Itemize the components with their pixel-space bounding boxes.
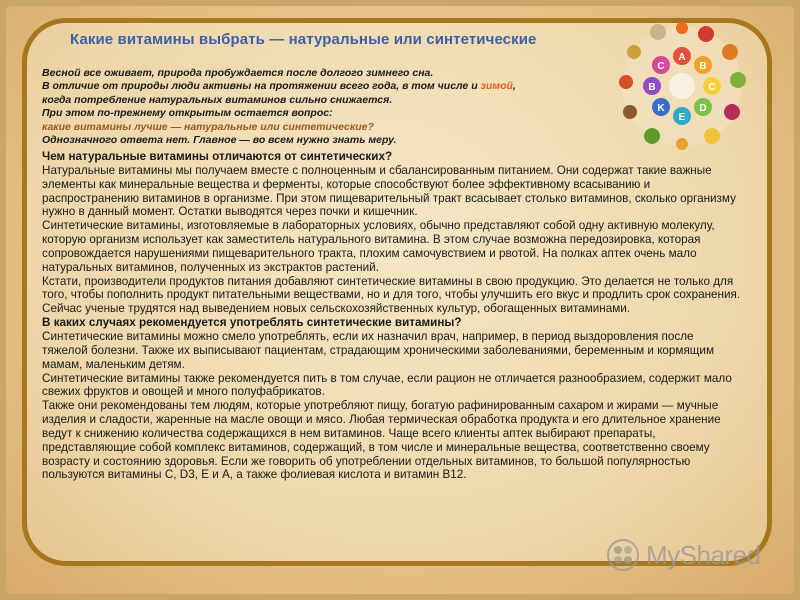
- fruit-icon: [623, 105, 637, 119]
- paragraph: Синтетические витамины можно смело употреблять, если их назначил врач, например, в период выздоровления после тяжелой болезни. Также их выписывают пациентам, страдающим хроническими заболеваниями, беременным и кормящим мамам, маленьким детям.: [42, 329, 714, 371]
- vitamin-letter: E: [678, 112, 686, 123]
- fruit-icon: [704, 128, 720, 144]
- intro-line: Весной все оживает, природа пробуждается после долгого зимнего сна.: [42, 67, 434, 79]
- paragraph: Натуральные витамины мы получаем вместе с полноценным и сбалансированным питанием. Они содержат такие важные элементы как минеральные вещества и ферменты, которые способствуют более эффективному всасыванию и распространению витаминов в организме. При этом пищеварительный тракт всасывает столько витаминов, сколько организму нужно в данный момент. Остатки выводятся через почки и кишечник.: [42, 163, 736, 219]
- intro-line: Однозначного ответа нет. Главное — во всем нужно знать меру.: [42, 134, 397, 147]
- article-body: [42, 150, 742, 482]
- intro-line: При этом по-прежнему открытым остается вопрос:: [42, 107, 333, 120]
- vitamin-letter: B: [648, 82, 656, 93]
- vitamin-letter: C: [708, 82, 716, 93]
- intro-question: какие витамины лучше — натуральные или синтетические?: [42, 120, 374, 133]
- fruit-icon: [722, 44, 738, 60]
- fruit-icon: [619, 75, 633, 89]
- intro-line: когда потребление натуральных витаминов сильно снижается.: [42, 93, 393, 106]
- vitamin-wheel-image: [618, 22, 746, 150]
- fruit-icon: [627, 45, 641, 59]
- watermark-text: MyShared: [646, 539, 761, 570]
- vitamin-letter: B: [699, 61, 707, 72]
- paragraph: Синтетические витамины, изготовляемые в лабораторных условиях, обычно представляют собой одну активную молекулу, которую организм использует как заместитель натурального витамина. В этом случае возможна передозировка, которая сопровождается нарушениями пищеварительного тракта, плохим самочувствием и рвотой. На полках аптек очень мало натуральных витаминов, полученных из экстрактов растений.: [42, 219, 715, 274]
- vitamin-letter: A: [678, 52, 686, 63]
- slide-title: Какие витамины выбрать — натуральные или синтетические: [70, 31, 537, 48]
- vitamin-letter: D: [699, 103, 707, 114]
- vitamin-letter: C: [657, 61, 665, 72]
- intro-line: В отличие от природы люди активны на протяжении всего года, в том числе и зимой,: [42, 80, 516, 93]
- fruit-icon: [698, 26, 714, 42]
- fruit-icon: [650, 24, 666, 40]
- intro-block: [42, 67, 612, 147]
- fruit-icon: [676, 22, 688, 34]
- watermark-logo-icon: [606, 538, 640, 572]
- paragraph: Кстати, производители продуктов питания добавляют синтетические витамины в свою продукцию. Это делается не только для того, чтобы пополнить продукт питательными веществами, но и для того, чтобы улучшить его вкус и продлить срок сохранения. Сейчас ученые трудятся над выведением новых сельскохозяйственных культур, обогащенных витаминами.: [42, 274, 741, 316]
- fruit-icon: [730, 72, 746, 88]
- fruit-icon: [644, 128, 660, 144]
- highlight-word: зимой: [480, 80, 513, 93]
- fruit-icon: [724, 104, 740, 120]
- section-heading: В каких случаях рекомендуется употреблять синтетические витамины?: [42, 316, 462, 330]
- vitamin-letter: K: [657, 103, 665, 114]
- section-heading: Чем натуральные витамины отличаются от синтетических?: [42, 150, 393, 163]
- paragraph: Синтетические витамины также рекомендуется пить в том случае, если рацион не отличается разнообразием, содержит мало свежих фруктов и овощей и много полуфабрикатов.: [42, 371, 732, 399]
- paragraph: Также они рекомендованы тем людям, которые употребляют пищу, богатую рафинированным сахаром и жирами — мучные изделия и сладости, жаренные на масле овощи и мясо. Любая термическая обработка продукта и его длительное хранение ведут к снижению количества содержащихся в нем витаминов. Чаще всего клиенты аптек выбирают препараты, представляющие собой комплекс витаминов, содержащий, в том числе и минеральные вещества, соответственно своему возрасту и состоянию здоровья. Если же говорить об употреблении отдельных витаминов, то большой популярностью пользуются витамины С, D3, Е и А, а также фолиевая кислота и витамин В12.: [42, 399, 721, 482]
- fruit-icon: [676, 138, 688, 150]
- watermark: [606, 538, 761, 572]
